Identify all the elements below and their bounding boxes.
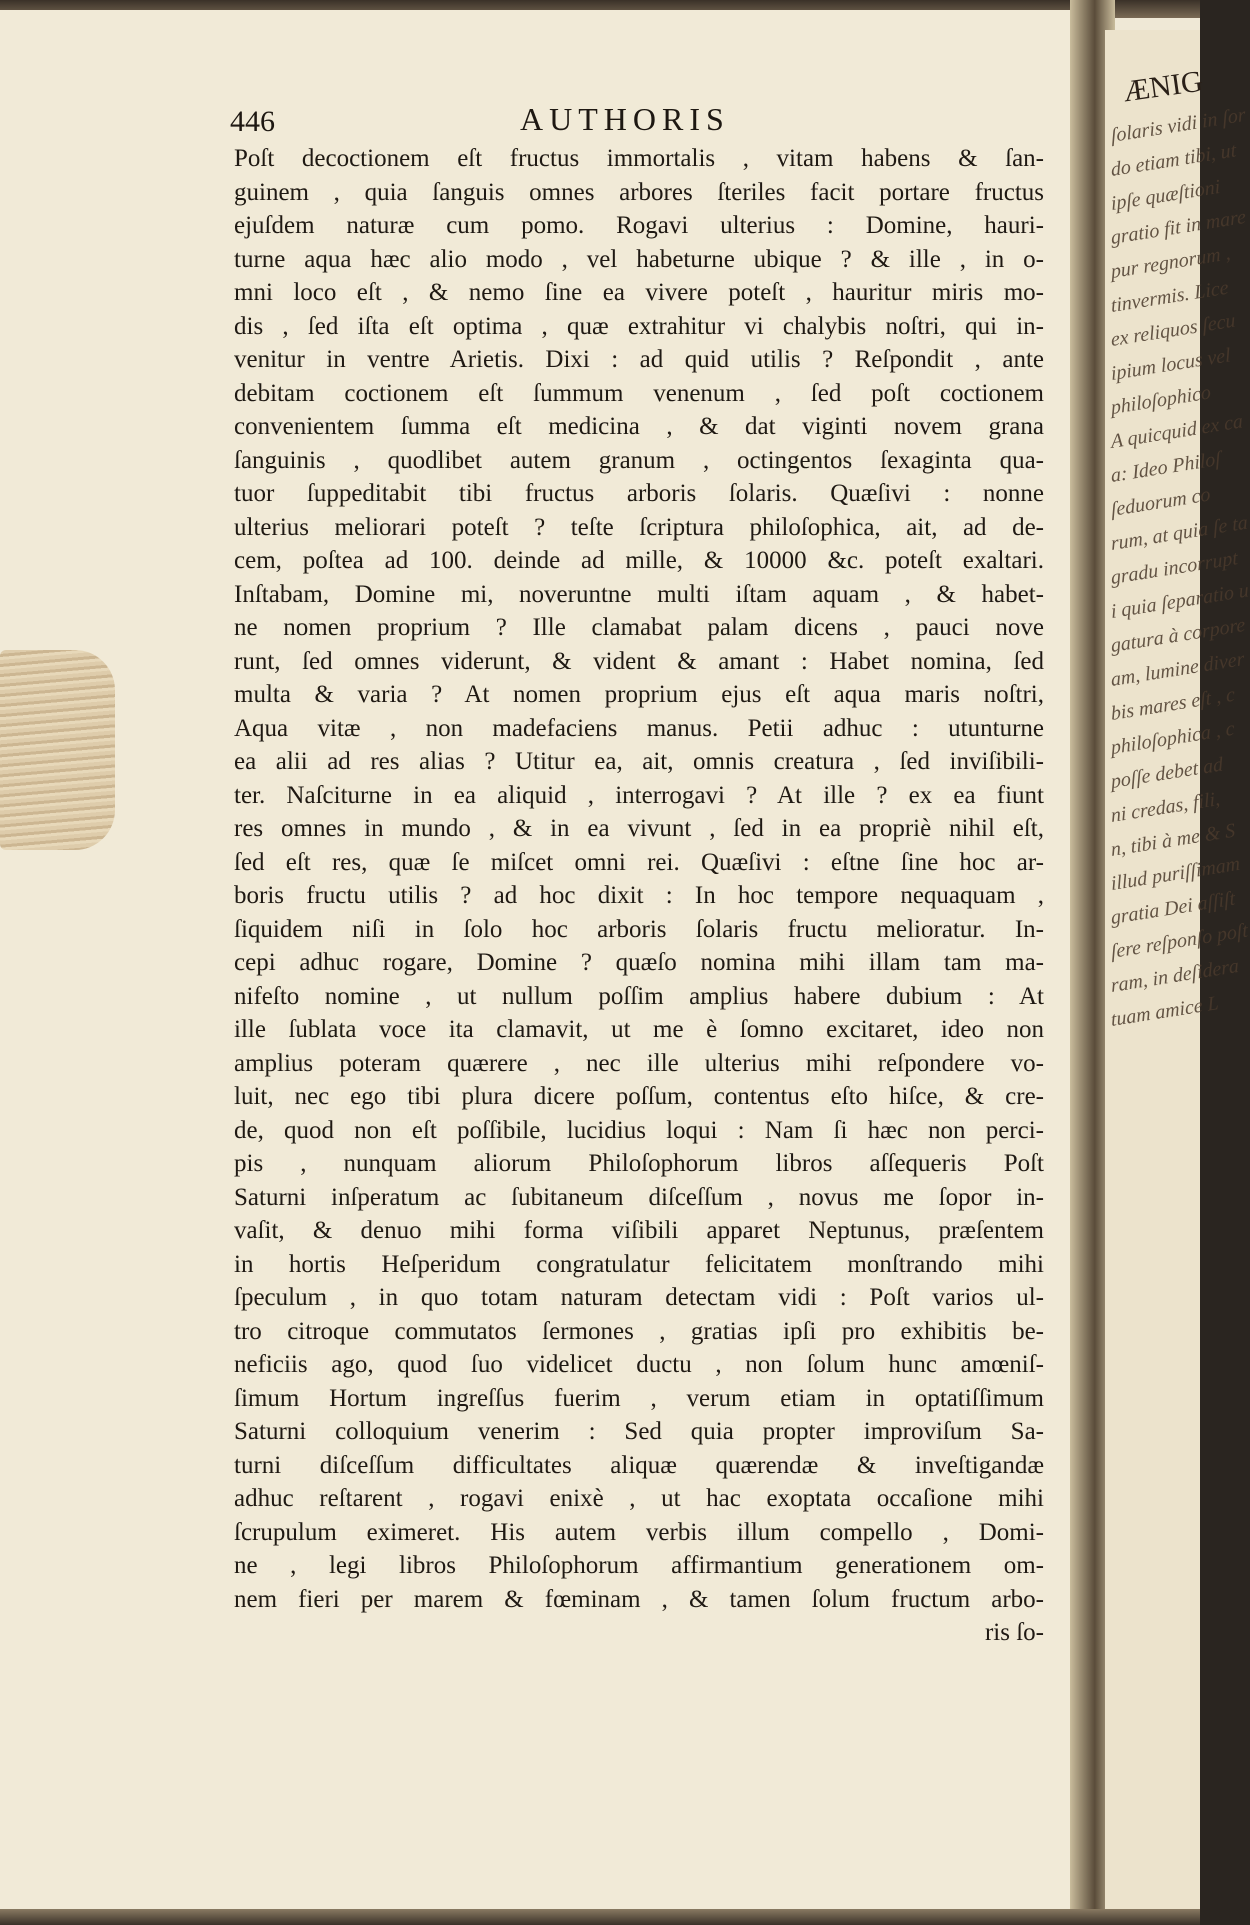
- text-line: ea alii ad res alias ? Utitur ea, ait, omnis creatura , ſed inviſibili-: [234, 748, 1044, 775]
- text-line: Poſt decoctionem eſt fructus immortalis , vitam habens & ſan-: [234, 145, 1044, 172]
- text-line: ulterius meliorari poteſt ? teſte ſcriptura philoſophica, ait, ad de-: [234, 513, 1044, 541]
- page-number: 446: [230, 105, 275, 138]
- text-line: vaſit, & denuo mihi forma viſibili apparet Neptunus, præſentem: [234, 1217, 1044, 1244]
- text-line: tuor ſuppeditabit tibi fructus arboris ſolaris. Quæſivi : nonne: [234, 480, 1044, 507]
- text-line: ſiquidem niſi in ſolo hoc arboris ſolaris fructu melioratur. In-: [234, 915, 1044, 943]
- text-line: pis , nunquam aliorum Philoſophorum libros aſſequeris Poſt: [234, 1150, 1044, 1177]
- facing-text-line: philoſophico: [1109, 381, 1212, 420]
- text-line: Saturni colloquium venerim : Sed quia propter improviſum Sa-: [234, 1418, 1044, 1445]
- text-line: boris fructu utilis ? ad hoc dixit : In hoc tempore nequaquam ,: [234, 882, 1044, 909]
- facing-text-line: pur regnorum ,: [1109, 242, 1232, 284]
- facing-text-line: philoſophica , c: [1109, 717, 1236, 760]
- text-line: cem, poſtea ad 100. deinde ad mille, & 10000 &c. poteſt exaltari.: [234, 547, 1044, 574]
- facing-text-line: a: Ideo Philoſ: [1109, 447, 1222, 488]
- text-line: ne , legi libros Philoſophorum affirmantium generationem om-: [234, 1552, 1044, 1579]
- facing-text-line: gratio fit in mare: [1109, 205, 1247, 250]
- text-line: luit, nec ego tibi plura dicere poſſum, contentus eſto hiſce, & cre-: [234, 1083, 1044, 1110]
- text-line: ter. Naſciturne in ea aliquid , interrogavi ? At ille ? ex ea fiunt: [234, 781, 1044, 809]
- text-line: ſed eſt res, quæ ſe miſcet omni rei. Quæſivi : eſtne ſine hoc ar-: [234, 848, 1044, 876]
- facing-text-line: tinvermis. Lice: [1109, 276, 1230, 318]
- facing-text-line: illud puriſſimam: [1109, 852, 1241, 896]
- facing-text-line: bis mares eſt , c: [1109, 683, 1236, 726]
- text-line: ejuſdem naturæ cum pomo. Rogavi ulterius : Domine, hauri-: [234, 212, 1044, 239]
- facing-text-line: ex reliquos ſecu: [1109, 309, 1237, 352]
- text-line: in hortis Heſperidum congratulatur felicitatem monſtrando mihi: [234, 1250, 1044, 1278]
- facing-text-line: ipium locus vel: [1109, 344, 1232, 386]
- facing-text-line: am, lumine diver: [1109, 647, 1246, 692]
- facing-text-line: poſſe debet ad: [1109, 753, 1224, 794]
- text-line: venitur in ventre Arietis. Dixi : ad quid utilis ? Reſpondit , ante: [234, 346, 1044, 373]
- text-line: guinem , quia ſanguis omnes arbores ſteriles facit portare fructus: [234, 178, 1044, 206]
- text-line: multa & varia ? At nomen proprium ejus eſt aqua maris noſtri,: [234, 681, 1044, 708]
- facing-text-line: ſere reſponſo poſt: [1109, 919, 1249, 964]
- facing-text-line: ram, in deſidera: [1109, 954, 1240, 998]
- facing-text-line: gratia Dei aſſiſt: [1109, 887, 1236, 930]
- brush-tuft-decoration: [0, 650, 115, 850]
- facing-text-line: gatura à corpore: [1109, 613, 1247, 658]
- page-header: [230, 101, 1040, 145]
- text-line: amplius poteram quærere , nec ille ulterius mihi reſpondere vo-: [234, 1049, 1044, 1077]
- text-line: cepi adhuc rogare, Domine ? quæſo nomina mihi illam tam ma-: [234, 949, 1044, 976]
- text-line: ille ſublata voce ita clamavit, ut me è ſomno excitaret, ideo non: [234, 1016, 1044, 1043]
- text-line: nifeſto nomine , ut nullum poſſim amplius habere dubium : At: [234, 982, 1044, 1010]
- text-line: runt, ſed omnes viderunt, & vident & amant : Habet nomina, ſed: [234, 647, 1044, 675]
- facing-text-line: ſolaris vidi in ſor: [1109, 103, 1247, 148]
- facing-text-line: i quia ſeparatio u: [1109, 579, 1250, 624]
- facing-page: [1105, 30, 1250, 1910]
- facing-text-line: gradu incorrupt: [1109, 546, 1239, 590]
- bottom-page-edge: [0, 1909, 1200, 1925]
- facing-page-title: ÆNIG: [1121, 64, 1205, 109]
- text-line: mni loco eſt , & nemo ſine ea vivere poteſt , hauritur miris mo-: [234, 279, 1044, 306]
- text-line: res omnes in mundo , & in ea vivunt , ſed in ea propriè nihil eſt,: [234, 815, 1044, 842]
- left-page: [0, 10, 1095, 1915]
- text-line: dis , ſed iſta eſt optima , quæ extrahitur vi chalybis noſtri, qui in-: [234, 312, 1044, 340]
- text-line: ſimum Hortum ingreſſus fuerim , verum etiam in optatiſſimum: [234, 1384, 1044, 1412]
- facing-text-line: A quicquid ex ca: [1109, 410, 1244, 454]
- text-line: Inſtabam, Domine mi, noveruntne multi iſtam aquam , & habet-: [234, 580, 1044, 608]
- running-head: AUTHORIS: [520, 101, 730, 137]
- text-line: debitam coctionem eſt ſummum venenum , ſed poſt coctionem: [234, 379, 1044, 407]
- text-line: convenientem ſumma eſt medicina , & dat viginti novem grana: [234, 413, 1044, 440]
- body-text: [234, 142, 1044, 1650]
- text-line: ſcrupulum eximeret. His autem verbis illum compello , Domi-: [234, 1518, 1044, 1546]
- text-line: Saturni inſperatum ac ſubitaneum diſceſſum , novus me ſopor in-: [234, 1183, 1044, 1211]
- facing-text-line: n, tibi à me & S: [1109, 819, 1236, 862]
- facing-text-line: ipſe quæſtioni: [1109, 175, 1222, 216]
- facing-text-line: tuam amice L: [1109, 992, 1220, 1032]
- facing-text-line: ſeduorum co: [1109, 483, 1212, 522]
- facing-text-line: rum, at quia ſe ta: [1109, 511, 1249, 556]
- text-line: Aqua vitæ , non madefaciens manus. Petii adhuc : utunturne: [234, 714, 1044, 742]
- text-line: neficiis ago, quod ſuo videlicet ductu , non ſolum hunc amœniſ-: [234, 1351, 1044, 1378]
- text-line: de, quod non eſt poſſibile, lucidius loqui : Nam ſi hæc non perci-: [234, 1116, 1044, 1144]
- text-line: ſpeculum , in quo totam naturam detectam vidi : Poſt varios ul-: [234, 1284, 1044, 1311]
- text-line: nem fieri per marem & fœminam , & tamen ſolum fructum arbo-: [234, 1585, 1044, 1613]
- text-line: ne nomen proprium ? Ille clamabat palam dicens , pauci nove: [234, 614, 1044, 641]
- text-line: ris ſo-: [984, 1619, 1044, 1646]
- text-line: ſanguinis , quodlibet autem granum , octingentos ſexaginta qua-: [234, 446, 1044, 474]
- text-line: turni diſceſſum difficultates aliquæ quærendæ & inveſtigandæ: [234, 1451, 1044, 1479]
- text-line: adhuc reſtarent , rogavi enixè , ut hac exoptata occaſione mihi: [234, 1485, 1044, 1512]
- facing-page-text: [1105, 103, 1250, 1038]
- facing-text-line: do etiam tibi, ut: [1109, 139, 1237, 182]
- facing-text-line: ni credas, fili,: [1109, 787, 1221, 828]
- text-line: turne aqua hæc alio modo , vel habeturne ubique ? & ille , in o-: [234, 245, 1044, 273]
- text-line: tro citroque commutatos ſermones , gratias ipſi pro exhibitis be-: [234, 1317, 1044, 1345]
